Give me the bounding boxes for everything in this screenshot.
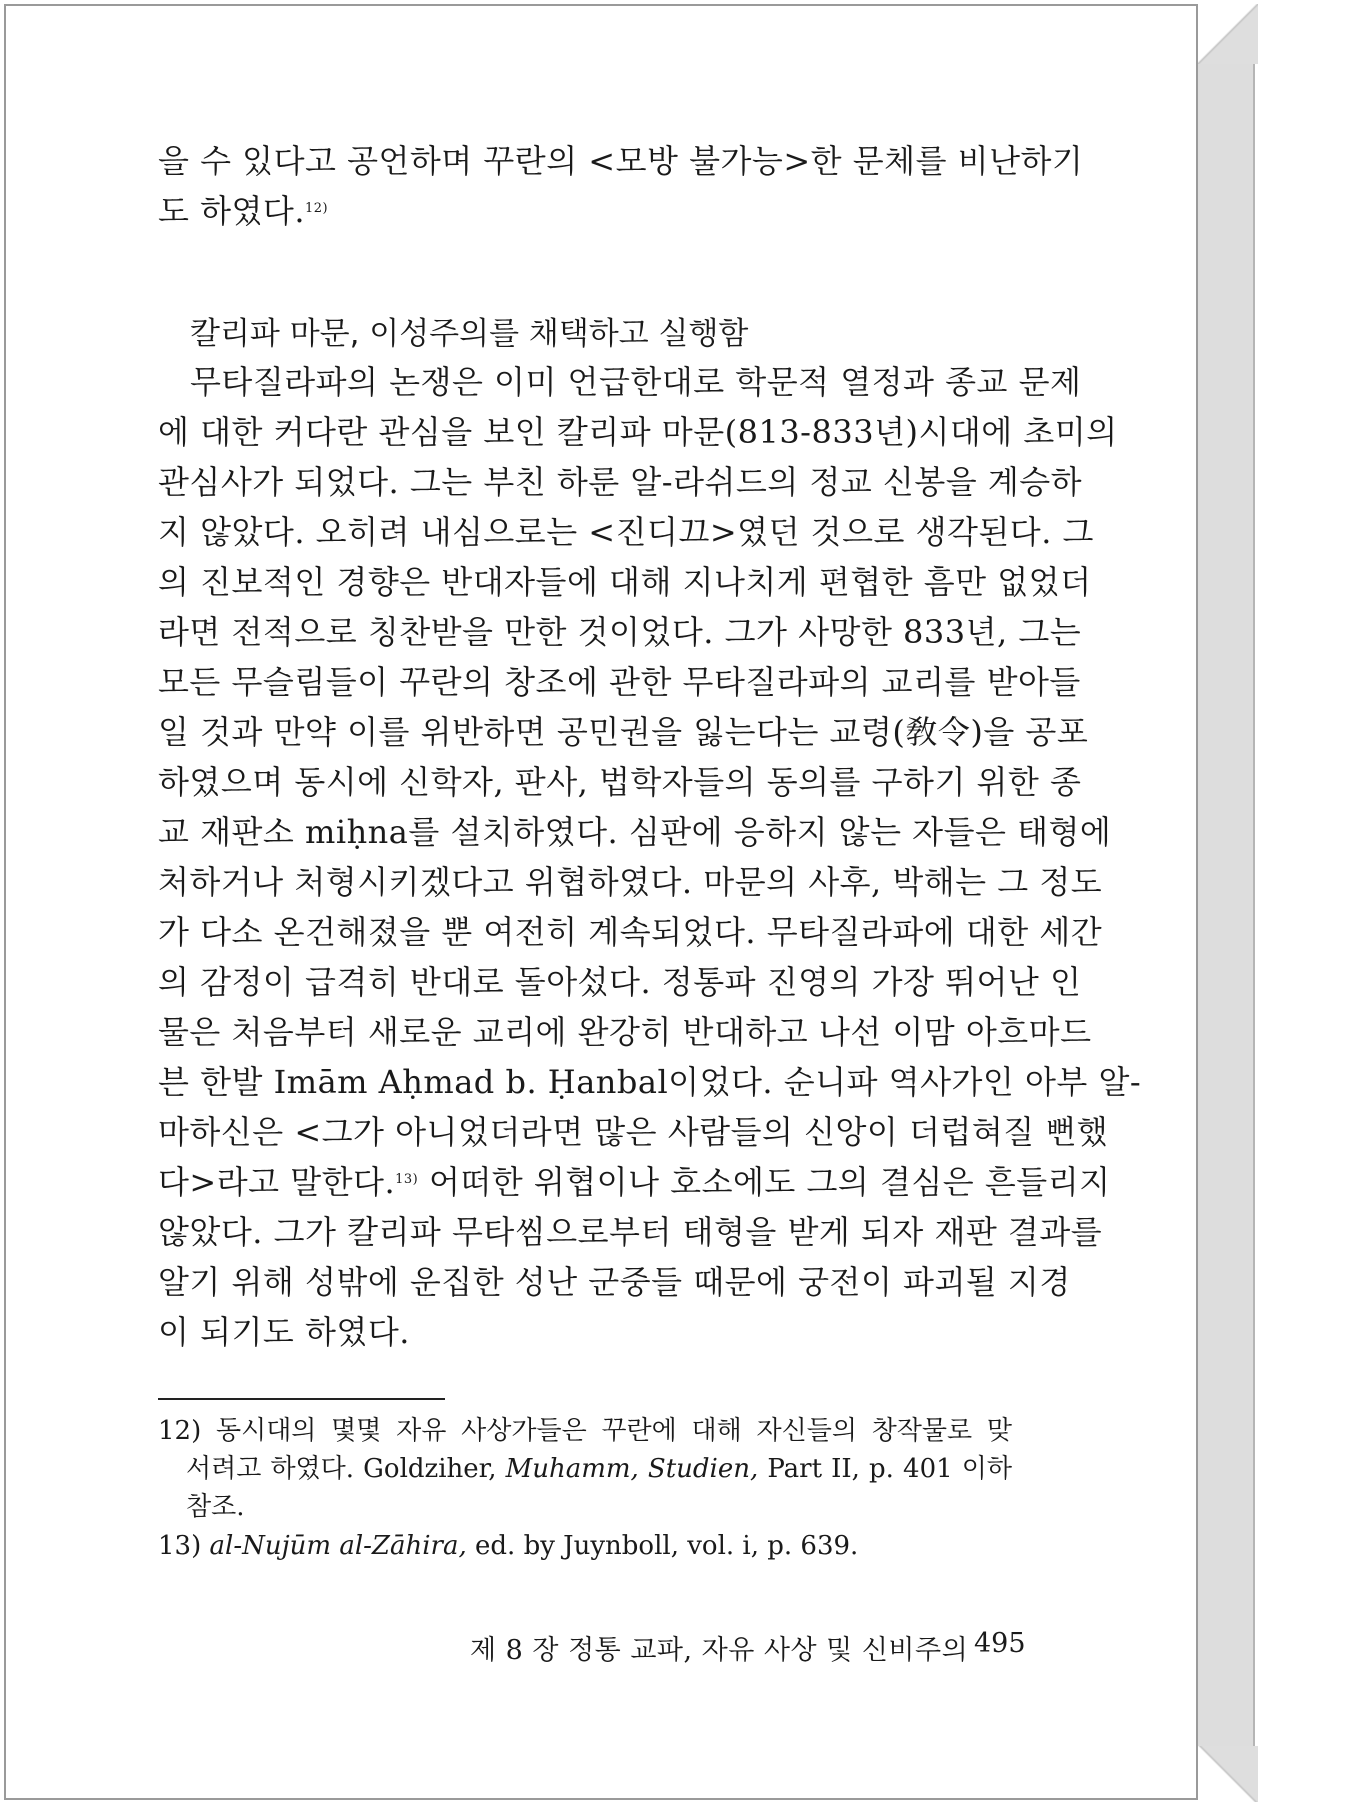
footnote-title-italic: Muhamm, Studien, (505, 1454, 759, 1484)
paragraph-line: 에 대한 커다란 관심을 보인 칼리파 마문(813-833년)시대에 초미의 (158, 413, 1118, 451)
footnote-line (158, 1527, 1012, 1565)
footnote-line (158, 1450, 1012, 1488)
running-head: 제 8 장 정통 교파, 자유 사상 및 신비주의 (470, 1635, 969, 1666)
footnote-title-italic: al-Nujūm al-Zāhira, (209, 1531, 467, 1561)
paragraph-line: 븐 한발 Imām Aḥmad b. Ḥanbal이었다. 순니파 역사가인 아부 알- (158, 1063, 1142, 1101)
footnote-text: Part II, p. 401 이하 (767, 1454, 1012, 1484)
section-heading: 칼리파 마문, 이성주의를 채택하고 실행함 (190, 316, 749, 352)
paragraph-line: 을 수 있다고 공언하며 꾸란의 <모방 불가능>한 문체를 비난하기 (158, 142, 1084, 180)
page-number: 495 (974, 1628, 1026, 1659)
paragraph-line (158, 1157, 1111, 1207)
paragraph-line: 처하거나 처형시키겠다고 위협하였다. 마문의 사후, 박해는 그 정도 (158, 863, 1103, 901)
page-stack-top-corner (1198, 4, 1258, 64)
paragraph-line: 않았다. 그가 칼리파 무타씸으로부터 태형을 받게 되자 재판 결과를 (158, 1213, 1103, 1251)
footnote-number: 13) (158, 1531, 202, 1561)
paragraph-line: 관심사가 되었다. 그는 부친 하룬 알-라쉬드의 정교 신봉을 계승하 (158, 463, 1083, 501)
paragraph-line: 라면 전적으로 칭찬받을 만한 것이었다. 그가 사망한 833년, 그는 (158, 613, 1082, 651)
footnote-separator (158, 1398, 445, 1400)
continued-paragraph (158, 136, 1084, 236)
paragraph-line (158, 186, 1012, 236)
page-stack-edge (1198, 4, 1255, 1802)
paragraph-line: 모든 무슬림들이 꾸란의 창조에 관한 무타질라파의 교리를 받아들 (158, 663, 1081, 701)
paragraph-line: 하였으며 동시에 신학자, 판사, 법학자들의 동의를 구하기 위한 종 (158, 763, 1082, 801)
paragraph-line: 가 다소 온건해졌을 뿐 여전히 계속되었다. 무타질라파에 대한 세간 (158, 913, 1103, 951)
paragraph-line: 지 않았다. 오히려 내심으로는 <진디끄>였던 것으로 생각된다. 그 (158, 513, 1094, 551)
paragraph-line: 교 재판소 miḥna를 설치하였다. 심판에 응하지 않는 자들은 태형에 (158, 813, 1112, 851)
paragraph-line: 의 진보적인 경향은 반대자들에 대해 지나치게 편협한 흠만 없었더 (158, 563, 1092, 601)
body-paragraph (158, 357, 1142, 1357)
footnote-13 (158, 1527, 1012, 1565)
footnote-text: ed. by Juynboll, vol. i, p. 639. (475, 1531, 859, 1561)
paragraph-line: 의 감정이 급격히 반대로 돌아섰다. 정통파 진영의 가장 뛰어난 인 (158, 963, 1082, 1001)
paragraph-line: 알기 위해 성밖에 운집한 성난 군중들 때문에 궁전이 파괴될 지경 (158, 1263, 1071, 1301)
paragraph-line: 일 것과 만약 이를 위반하면 공민권을 잃는다는 교령(敎令)을 공포 (158, 713, 1089, 751)
paragraph-line-text: 다>라고 말한다. (158, 1163, 396, 1201)
footnote-line: 12) 동시대의 몇몇 자유 사상가들은 꾸란에 대해 자신들의 창작물로 맞 (158, 1416, 1012, 1446)
footnote-ref-13: 13) (395, 1172, 419, 1187)
footnote-text: 서려고 하였다. Goldziher, (186, 1454, 497, 1484)
paragraph-line: 마하신은 <그가 아니었더라면 많은 사람들의 신앙이 더럽혀질 뻔했 (158, 1113, 1109, 1151)
footnote-ref-12: 12) (305, 201, 329, 216)
page-stack-bottom-corner (1198, 1746, 1258, 1802)
paragraph-line-text: 어떠한 위협이나 호소에도 그의 결심은 흔들리지 (418, 1163, 1111, 1201)
paragraph-line: 물은 처음부터 새로운 교리에 완강히 반대하고 나선 이맘 아흐마드 (158, 1013, 1092, 1051)
paragraph-line: 이 되기도 하였다. (158, 1313, 410, 1351)
paragraph-line-text: 도 하였다. (158, 192, 305, 230)
footnote-12 (158, 1412, 1012, 1526)
footnote-line: 참조. (186, 1492, 245, 1522)
paragraph-line: 무타질라파의 논쟁은 이미 언급한대로 학문적 열정과 종교 문제 (190, 363, 1082, 401)
